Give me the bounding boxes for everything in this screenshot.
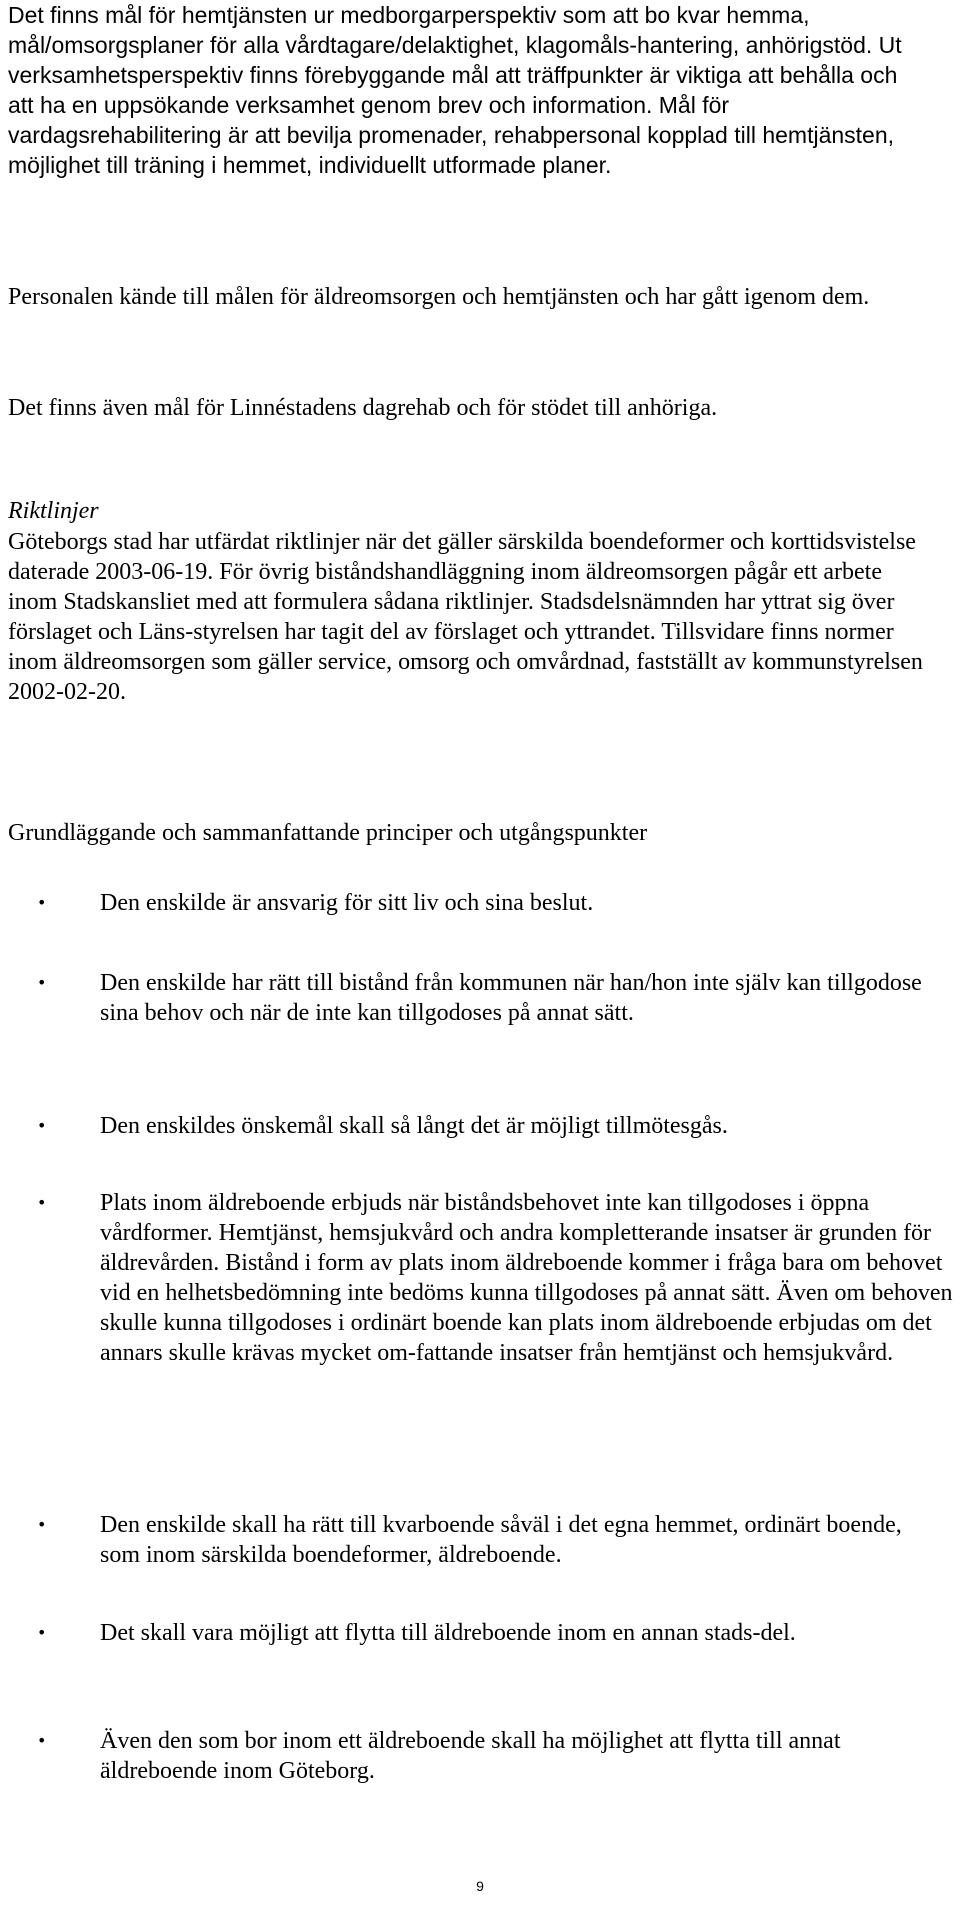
list-item: [8, 888, 940, 918]
bullet-icon: •: [37, 893, 47, 912]
list-item-text: Den enskildes önskemål skall så långt det är möjligt tillmötesgås.: [100, 1113, 728, 1139]
list-item: [8, 1618, 940, 1648]
paragraph-staff: Personalen kände till målen för äldreomsorgen och hemtjänsten och har gått igenom dem.: [8, 284, 870, 310]
list-item-text: Även den som bor inom ett äldreboende skall ha möjlighet att flytta till annat äldreboende inom Göteborg.: [100, 1728, 841, 1784]
riktlinjer-paragraph: Göteborgs stad har utfärdat riktlinjer när det gäller särskilda boendeformer och korttidsvistelse daterade 2003-06-19. För övrig biståndshandläggning inom äldreomsorgen pågår ett arbete inom Stadskansliet med att formulera sådana riktlinjer. Stadsdelsnämnden har yttrat sig över förslaget och Läns-styrelsen har tagit del av förslaget och yttrandet. Tillsvidare finns normer inom äldreomsorgen som gäller service, omsorg och omvårdnad, fastställt av kommunstyrelsen 2002-02-20.: [8, 529, 923, 705]
paragraph-goals: Det finns mål för hemtjänsten ur medborgarperspektiv som att bo kvar hemma, mål/omsorgsplaner för alla vårdtagare/delaktighet, klagomåls-hantering, anhörigstöd. Ut verksamhetsperspektiv finns förebyggande mål att träffpunkter är viktiga att behålla och att ha en uppsökande verksamhet genom brev och information. Mål för vardagsrehabilitering är att bevilja promenader, rehabpersonal kopplad till hemtjänsten, möjlighet till träning i hemmet, individuellt utformade planer.: [8, 2, 902, 178]
bullet-icon: •: [37, 973, 47, 992]
bullet-icon: •: [37, 1731, 47, 1750]
bullet-icon: •: [37, 1515, 47, 1534]
riktlinjer-heading: Riktlinjer: [8, 498, 99, 524]
list-item-text: Den enskilde skall ha rätt till kvarboende såväl i det egna hemmet, ordinärt boende, som inom särskilda boendeformer, äldreboende.: [100, 1512, 902, 1568]
bullet-icon: •: [37, 1623, 47, 1642]
list-item: [8, 968, 940, 1028]
list-item: [8, 1111, 940, 1141]
principles-heading: Grundläggande och sammanfattande principer och utgångspunkter: [8, 820, 648, 846]
list-item: [8, 1188, 960, 1368]
list-item-text: Plats inom äldreboende erbjuds när biståndsbehovet inte kan tillgodoses i öppna vårdformer. Hemtjänst, hemsjukvård och andra kompletterande insatser är grunden för äldrevården. Bistånd i form av plats inom äldreboende kommer i fråga bara om behovet vid en helhetsbedömning inte bedöms kunna tillgodoses på annat sätt. Även om behoven skulle kunna tillgodoses i ordinärt boende kan plats inom äldreboende erbjudas om det annars skulle krävas mycket om-fattande insatser från hemtjänst och hemsjukvård.: [100, 1190, 953, 1366]
list-item-text: Den enskilde är ansvarig för sitt liv och sina beslut.: [100, 890, 594, 916]
list-item-text: Den enskilde har rätt till bistånd från kommunen när han/hon inte själv kan tillgodose sina behov och när de inte kan tillgodoses på annat sätt.: [100, 970, 922, 1026]
list-item-text: Det skall vara möjligt att flytta till äldreboende inom en annan stads-del.: [100, 1620, 796, 1646]
page-number: 9: [476, 1878, 484, 1894]
bullet-icon: •: [37, 1193, 47, 1212]
bullet-icon: •: [37, 1116, 47, 1135]
list-item: [8, 1726, 940, 1786]
paragraph-other-goals: Det finns även mål för Linnéstadens dagrehab och för stödet till anhöriga.: [8, 395, 718, 421]
list-item: [8, 1510, 940, 1570]
